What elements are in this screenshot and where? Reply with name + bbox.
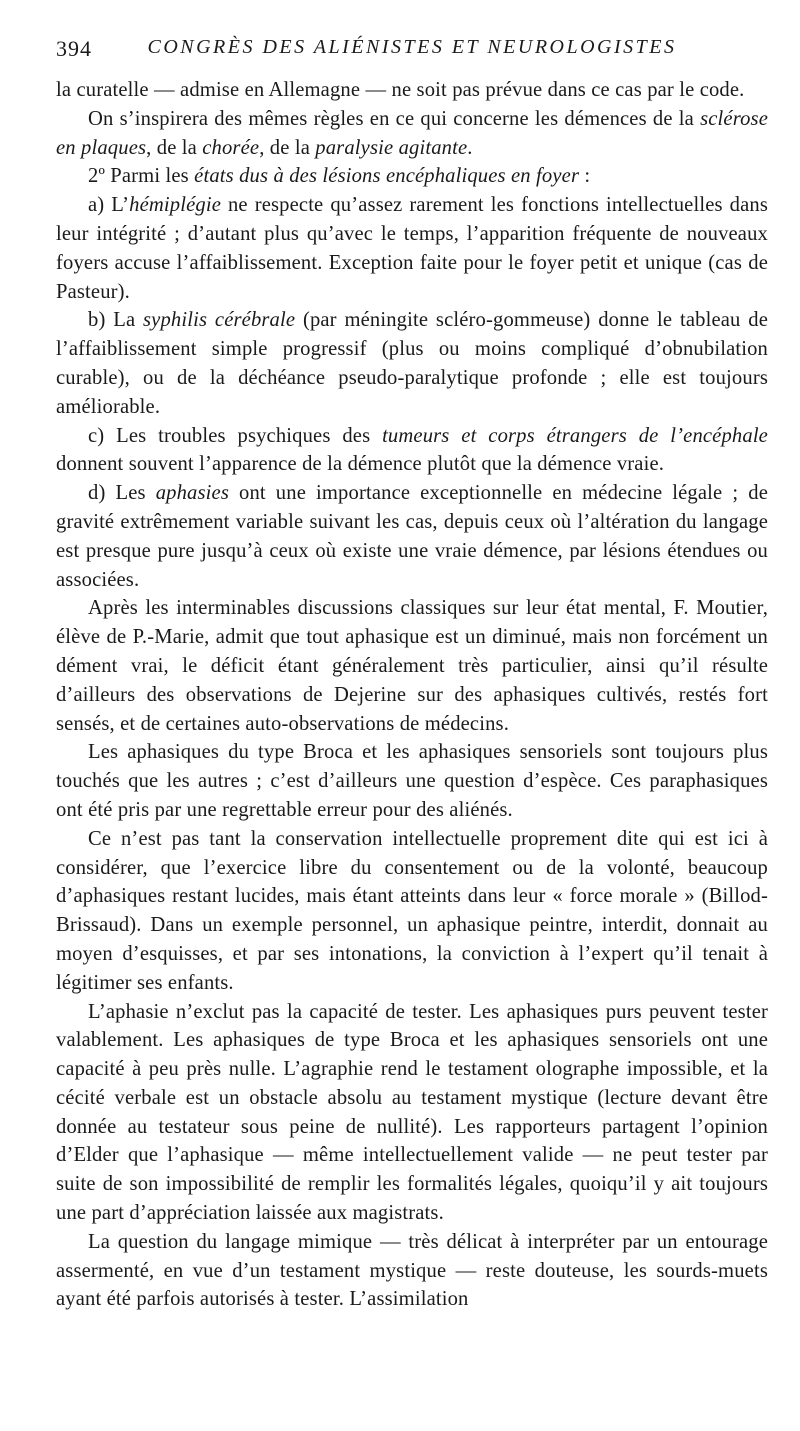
- italic-term: états dus à des lésions encéphaliques en foyer: [194, 165, 580, 188]
- paragraph-2: [56, 105, 768, 163]
- text-span: , de la: [259, 136, 316, 159]
- italic-term: paralysie agitante: [315, 136, 468, 159]
- paragraph-3: [56, 162, 768, 191]
- text-span: donnent souvent l’apparence de la démence plutôt que la démence vraie.: [56, 453, 665, 476]
- paragraph-10: Ce n’est pas tant la conservation intellectuelle proprement dite qui est ici à considérer, que l’exercice libre du consentement ou de la volonté, beaucoup d’aphasiques restant lucides, mais étant atteints dans leur « force morale » (Billod-Brissaud). Dans un exemple personnel, un aphasique peintre, interdit, donnait au moyen d’esquisses, et par ses intonations, la conviction à l’expert qu’il tenait à légitimer ses enfants.: [56, 827, 768, 994]
- text-span: ne respecte qu’assez rarement les fonctions intellectuelles dans leur intégrité ; d’autant plus qu’avec le temps, l’apparition fréquente de nouveaux foyers accuse l’affaiblissement. Exception faite pour le foyer petit et unique (cas de Pasteur).: [56, 194, 768, 303]
- text-span: .: [467, 136, 473, 159]
- text-span: d) Les: [88, 482, 156, 505]
- text-span: (par méningite scléro-gommeuse) donne le tableau de l’affaiblissement simple progressif (plus ou moins compliqué d’obnubilation curable), ou de la déchéance pseudo-paralytique profonde ; elle est toujours améliorable.: [56, 309, 768, 418]
- paragraph-12: La question du langage mimique — très délicat à interpréter par un entourage assermenté, en vue d’un testament mystique — reste douteuse, les sourds-muets ayant été parfois autorisés à tester. L’assimilation: [56, 1230, 768, 1311]
- italic-term: tumeurs et corps étrangers de l’encéphale: [382, 424, 768, 447]
- paragraph-4: [56, 191, 768, 306]
- paragraph-6: [56, 422, 768, 480]
- page-number: 394: [56, 36, 92, 61]
- paragraph-1: la curatelle — admise en Allemagne — ne soit pas prévue dans ce cas par le code.: [56, 79, 745, 101]
- italic-term: chorée: [202, 136, 260, 159]
- paragraph-11: L’aphasie n’exclut pas la capacité de tester. Les aphasiques purs peuvent tester valablement. Les aphasiques de type Broca et les aphasiques sensoriels ont une capacité à peu près nulle. L’agraphie rend le testament olographe impossible, et la cécité verbale est un obstacle absolu au testament mystique (lecture devant être donnée au testateur sous peine de nullité). Les rapporteurs partagent l’opinion d’Elder que l’aphasique — même intellectuellement valide — ne peut tester par suite de son impossibilité de remplir les formalités légales, quoiqu’il y ait toujours une part d’appréciation laissée aux magistrats.: [56, 1000, 768, 1225]
- text-span: , de la: [146, 136, 203, 159]
- italic-term: aphasies: [155, 482, 229, 505]
- text-span: :: [579, 165, 591, 188]
- text-span: On s’inspirera des mêmes règles en ce qui concerne les démences de la: [88, 107, 701, 130]
- paragraph-5: [56, 306, 768, 421]
- paragraph-9: Les aphasiques du type Broca et les aphasiques sensoriels sont toujours plus touchés que les autres ; c’est d’ailleurs une question d’espèce. Ces paraphasiques ont été pris par une regrettable erreur pour des aliénés.: [56, 741, 768, 821]
- text-span: ont une importance exceptionnelle en médecine légale ; de gravité extrêmement variable suivant les cas, depuis ceux où l’altération du langage est presque pure jusqu’à ceux où existe une vraie démence, par lésions étendues ou associées.: [56, 482, 768, 591]
- running-title: CONGRÈS DES ALIÉNISTES ET NEUROLOGISTES: [147, 36, 677, 58]
- italic-term: hémiplégie: [129, 194, 221, 217]
- italic-term: sclérose en plaques: [56, 107, 768, 159]
- text-span: c) Les troubles psychiques des: [88, 424, 383, 447]
- paragraph-7: [56, 479, 768, 594]
- text-span: a) L’: [88, 194, 130, 217]
- body-text: [56, 76, 768, 1314]
- text-span: b) La: [88, 309, 144, 332]
- page-header: [56, 36, 768, 66]
- italic-term: syphilis cérébrale: [143, 309, 296, 332]
- paragraph-8: Après les interminables discussions classiques sur leur état mental, F. Moutier, élève de P.-Marie, admit que tout aphasique est un diminué, mais non forcément un dément vrai, le déficit étant généralement très particulier, ainsi qu’il résulte d’ailleurs des observations de Dejerine sur des aphasiques cultivés, restés fort sensés, et de certaines auto-observations de médecins.: [56, 597, 768, 735]
- text-span: 2º Parmi les: [88, 165, 195, 188]
